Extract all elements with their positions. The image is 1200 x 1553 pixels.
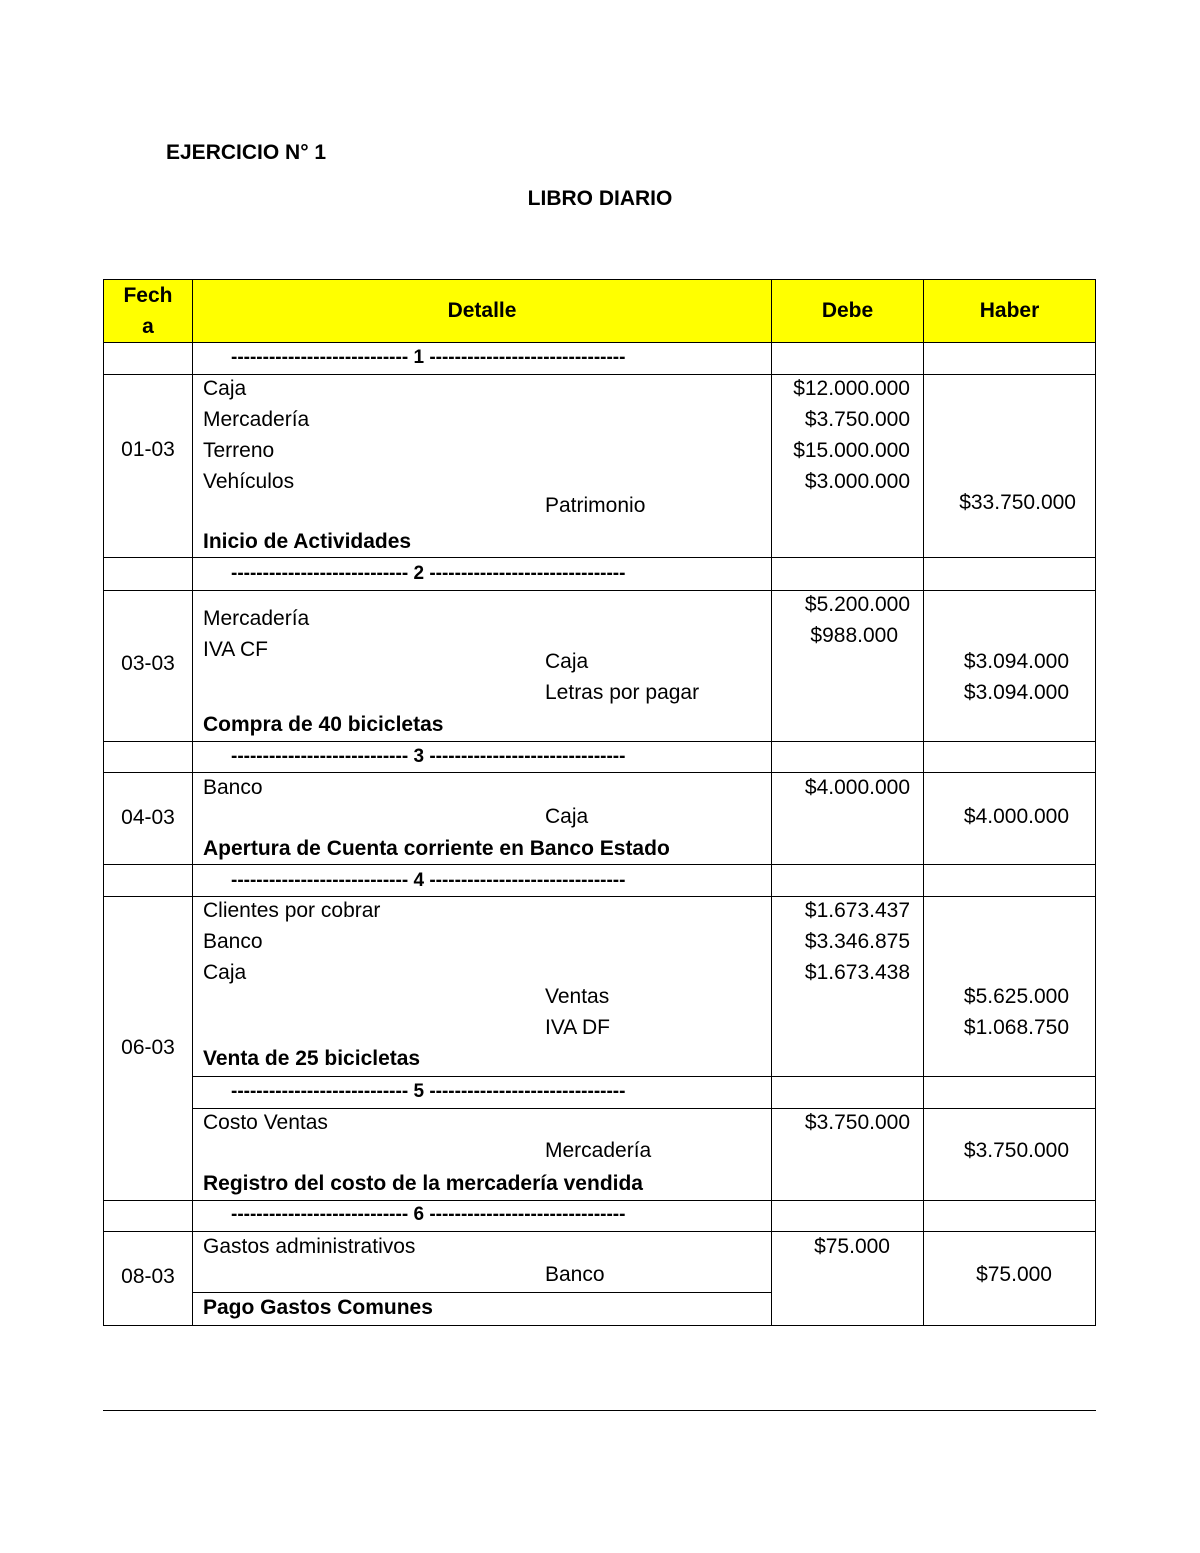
entry-glosa: Inicio de Actividades bbox=[203, 530, 412, 553]
entry-date: 04-03 bbox=[121, 806, 175, 829]
header-fecha: Fech a bbox=[123, 284, 173, 338]
debit-account: Vehículos bbox=[203, 470, 295, 493]
haber-amount: $5.625.000 bbox=[963, 985, 1069, 1008]
haber-amount: $1.068.750 bbox=[963, 1016, 1069, 1039]
credit-account: Caja bbox=[545, 650, 589, 673]
credit-account: Caja bbox=[545, 805, 589, 828]
entry-separator: ---------------------------- 2 ------------------------------- bbox=[231, 563, 626, 584]
entry-glosa: Venta de 25 bicicletas bbox=[203, 1047, 421, 1070]
header-detalle: Detalle bbox=[447, 299, 517, 322]
entry-glosa: Pago Gastos Comunes bbox=[203, 1296, 433, 1319]
credit-account: Mercadería bbox=[545, 1139, 652, 1162]
credit-account: Patrimonio bbox=[545, 494, 646, 517]
debe-amount: $3.750.000 bbox=[804, 1111, 910, 1134]
haber-amount: $33.750.000 bbox=[959, 491, 1076, 514]
debe-amount: $3.000.000 bbox=[804, 470, 910, 493]
debit-account: Mercadería bbox=[203, 607, 310, 630]
entry-glosa: Apertura de Cuenta corriente en Banco Estado bbox=[203, 837, 670, 860]
entry-date: 03-03 bbox=[121, 652, 175, 675]
credit-account: IVA DF bbox=[545, 1016, 610, 1039]
header-debe: Debe bbox=[821, 299, 874, 322]
entry-separator: ---------------------------- 4 ------------------------------- bbox=[231, 870, 626, 891]
debit-account: Mercadería bbox=[203, 408, 310, 431]
credit-account: Ventas bbox=[545, 985, 610, 1008]
debe-amount: $3.346.875 bbox=[804, 930, 910, 953]
footer-divider bbox=[103, 1410, 1096, 1411]
debit-account: Costo Ventas bbox=[203, 1111, 328, 1134]
debe-amount: $15.000.000 bbox=[793, 439, 910, 462]
journal-title: LIBRO DIARIO bbox=[527, 187, 673, 210]
credit-account: Banco bbox=[545, 1263, 605, 1286]
entry-separator: ---------------------------- 6 ------------------------------- bbox=[231, 1204, 626, 1225]
debit-account: Caja bbox=[203, 377, 247, 400]
haber-amount: $3.094.000 bbox=[963, 681, 1069, 704]
haber-amount: $3.094.000 bbox=[963, 650, 1069, 673]
entry-glosa: Compra de 40 bicicletas bbox=[203, 713, 444, 736]
debe-amount: $988.000 bbox=[810, 624, 898, 647]
exercise-title: EJERCICIO N° 1 bbox=[166, 141, 327, 164]
debit-account: Gastos administrativos bbox=[203, 1235, 416, 1258]
entry-glosa: Registro del costo de la mercadería vendida bbox=[203, 1172, 643, 1195]
credit-account: Letras por pagar bbox=[545, 681, 700, 704]
header-haber: Haber bbox=[979, 299, 1040, 322]
debe-amount: $4.000.000 bbox=[804, 776, 910, 799]
debit-account: Banco bbox=[203, 776, 263, 799]
entry-date: 01-03 bbox=[121, 438, 175, 461]
haber-amount: $3.750.000 bbox=[963, 1139, 1069, 1162]
entry-date: 08-03 bbox=[121, 1265, 175, 1288]
debit-account: Terreno bbox=[203, 439, 275, 462]
debe-amount: $1.673.438 bbox=[804, 961, 910, 984]
debit-account: Caja bbox=[203, 961, 247, 984]
debit-account: Clientes por cobrar bbox=[203, 899, 381, 922]
debit-account: Banco bbox=[203, 930, 263, 953]
entry-date: 06-03 bbox=[121, 1036, 175, 1059]
entry-separator: ---------------------------- 5 ------------------------------- bbox=[231, 1081, 626, 1102]
entry-separator: ---------------------------- 3 ------------------------------- bbox=[231, 746, 626, 767]
haber-amount: $75.000 bbox=[976, 1263, 1052, 1286]
debe-amount: $75.000 bbox=[814, 1235, 890, 1258]
debe-amount: $5.200.000 bbox=[804, 593, 910, 616]
haber-amount: $4.000.000 bbox=[963, 805, 1069, 828]
debe-amount: $1.673.437 bbox=[804, 899, 910, 922]
entry-separator: ---------------------------- 1 ------------------------------- bbox=[231, 347, 626, 368]
debe-amount: $12.000.000 bbox=[793, 377, 910, 400]
debit-account: IVA CF bbox=[203, 638, 268, 661]
debe-amount: $3.750.000 bbox=[804, 408, 910, 431]
